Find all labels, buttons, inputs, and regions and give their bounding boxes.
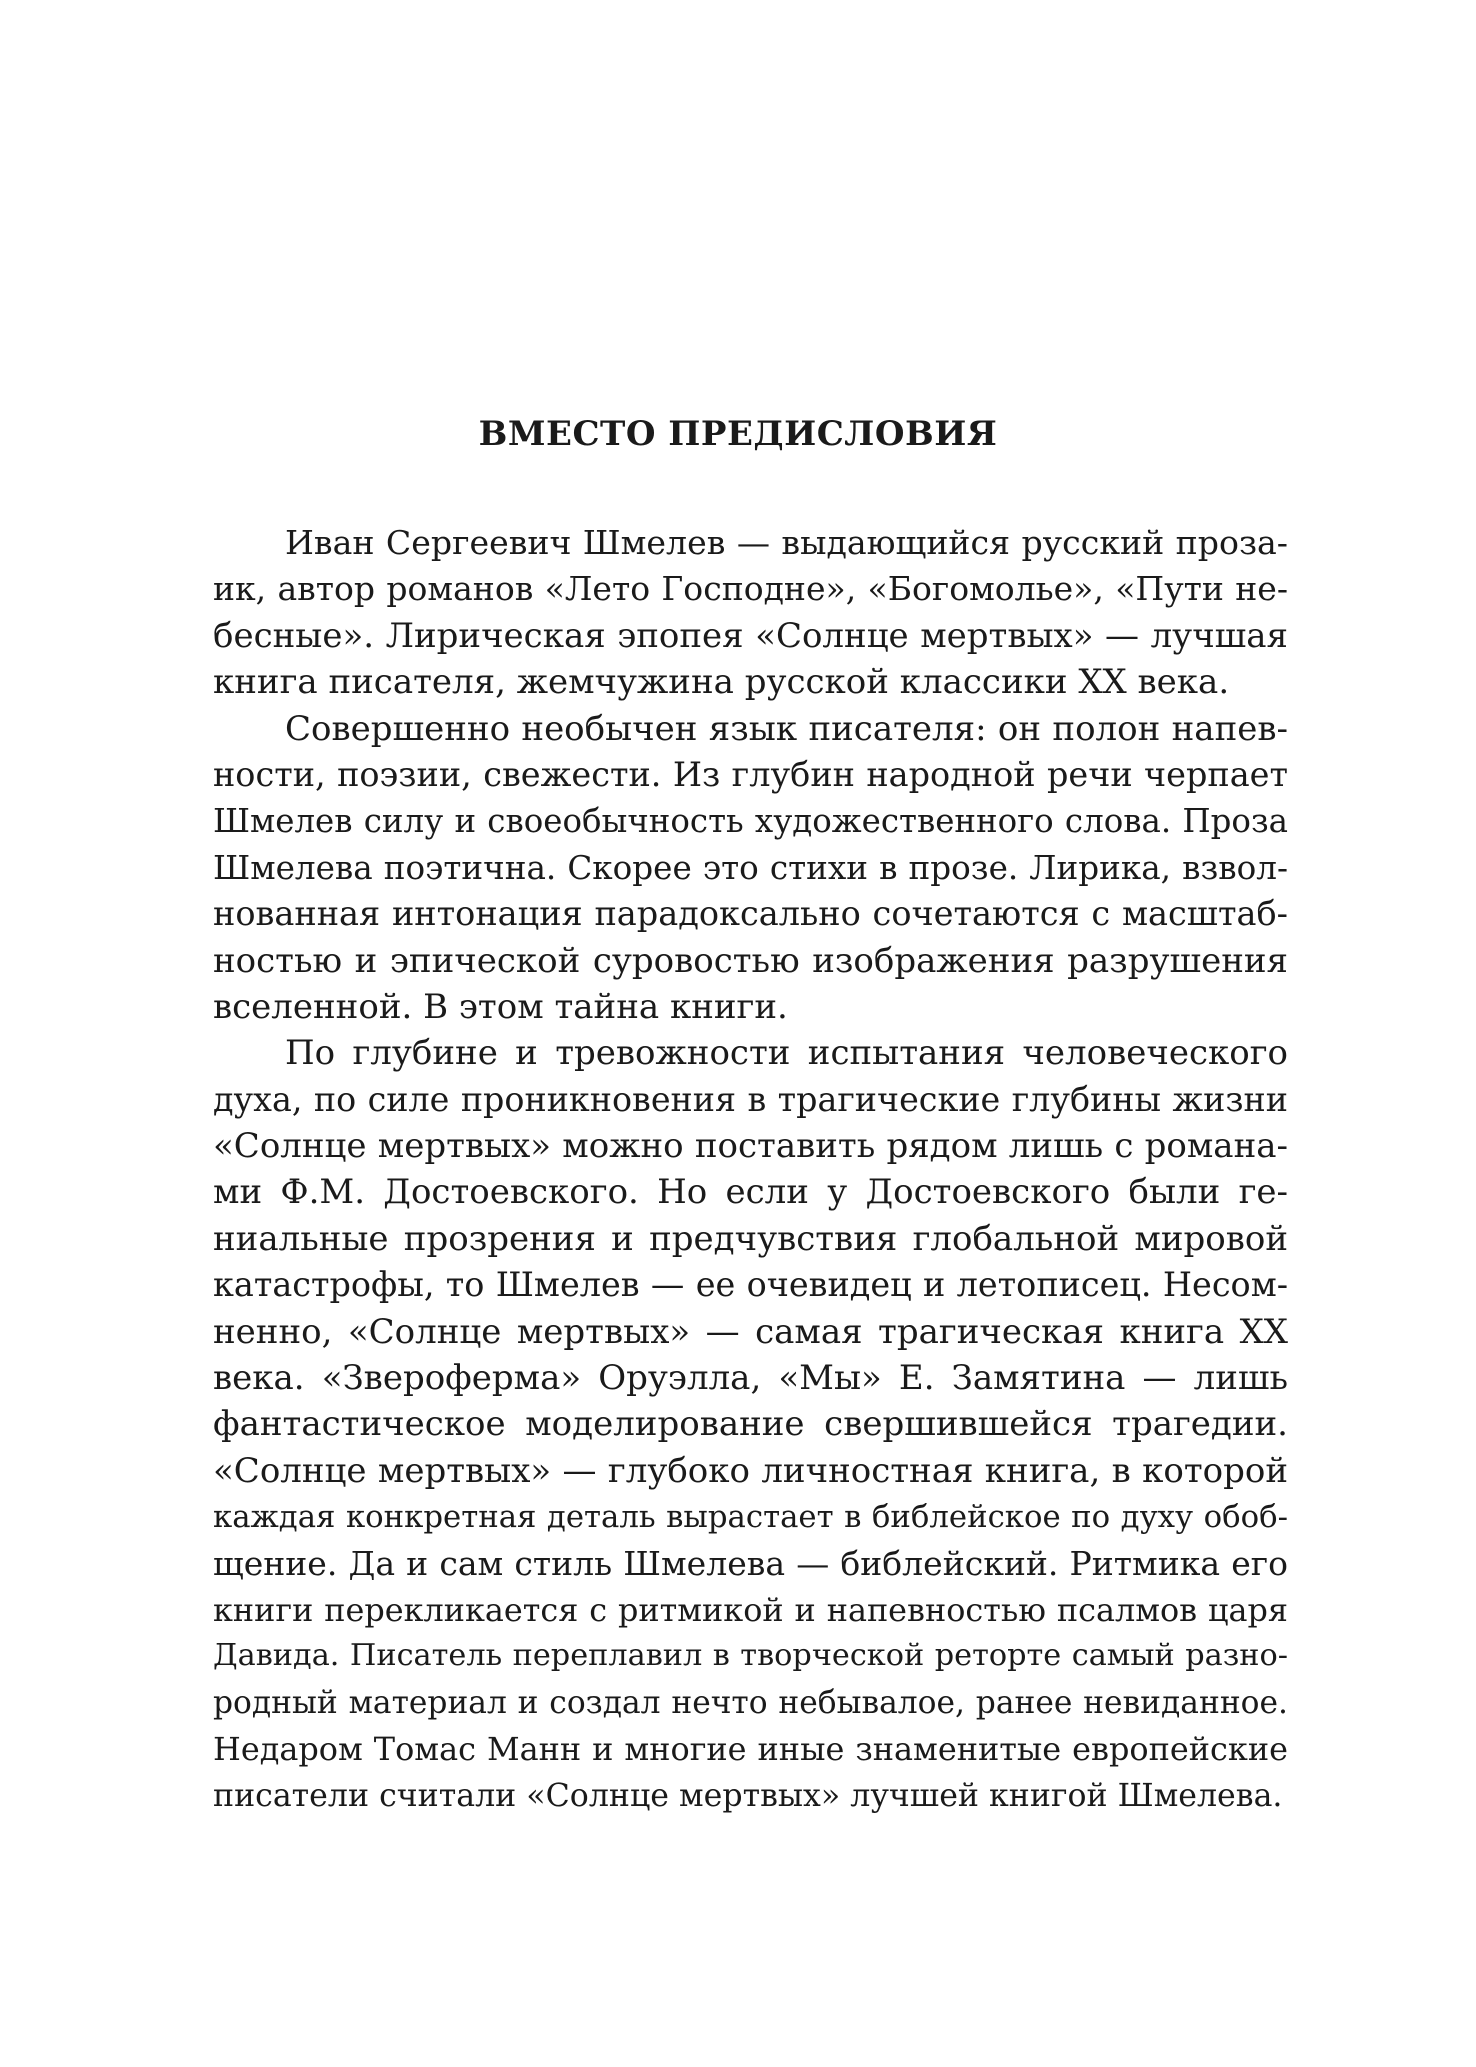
text-line: вселенной. В этом тайна книги. xyxy=(213,986,788,1027)
text-line: Недаром Томас Манн и многие иные знаменитые европейские xyxy=(213,1730,1288,1769)
text-line: «Солнце мертвых» можно поставить рядом лишь с романа- xyxy=(213,1126,1288,1167)
page-title: ВМЕСТО ПРЕДИСЛОВИЯ xyxy=(478,414,998,454)
text-line: ик, автор романов «Лето Господне», «Богомолье», «Пути не- xyxy=(213,569,1288,609)
text-line: Шмелева поэтична. Скорее это стихи в прозе. Лирика, взвол- xyxy=(213,848,1288,887)
text-line: ми Ф.М. Достоевского. Но если у Достоевского были ге- xyxy=(213,1172,1288,1213)
text-line: писатели считали «Солнце мертвых» лучшей книгой Шмелева. xyxy=(213,1777,1283,1814)
text-line: родный материал и создал нечто небывалое, ранее невиданное. xyxy=(213,1684,1288,1721)
text-line: фантастическое моделирование свершившейся трагедии. xyxy=(213,1404,1288,1445)
text-line: каждая конкретная деталь вырастает в библейское по духу обоб- xyxy=(213,1499,1288,1536)
text-line: щение. Да и сам стиль Шмелева — библейский. Ритмика его xyxy=(213,1543,1288,1583)
body-text xyxy=(213,520,1288,1819)
paragraph-3 xyxy=(213,1030,1288,1819)
text-line: Иван Сергеевич Шмелев — выдающийся русский проза- xyxy=(285,523,1288,562)
text-line: духа, по силе проникновения в трагические глубины жизни xyxy=(213,1079,1288,1119)
text-line: бесные». Лирическая эпопея «Солнце мертвых» — лучшая xyxy=(213,615,1288,656)
text-line: Совершенно необычен язык писателя: он полон напев- xyxy=(285,708,1288,749)
text-line: «Солнце мертвых» — глубоко личностная книга, в которой xyxy=(213,1450,1288,1491)
text-line: ниальные прозрения и предчувствия глобальной мировой xyxy=(213,1218,1288,1259)
text-line: катастрофы, то Шмелев — ее очевидец и летописец. Несом- xyxy=(213,1265,1288,1305)
paragraph-1 xyxy=(213,520,1288,706)
paragraph-2 xyxy=(213,706,1288,1031)
text-line: ненно, «Солнце мертвых» — самая трагическая книга XX xyxy=(213,1311,1288,1352)
text-line: Давида. Писатель переплавил в творческой реторте самый разно- xyxy=(213,1638,1288,1674)
text-line: нованная интонация парадоксально сочетаются с масштаб- xyxy=(213,894,1288,934)
text-line: По глубине и тревожности испытания человеческого xyxy=(285,1033,1288,1074)
text-line: ности, поэзии, свежести. Из глубин народной речи черпает xyxy=(213,754,1288,794)
text-line: книга писателя, жемчужина русской классики XX века. xyxy=(213,662,1230,703)
text-line: века. «Звероферма» Оруэлла, «Мы» Е. Замятина — лишь xyxy=(213,1358,1288,1399)
text-line: Шмелев силу и своеобычность художественного слова. Проза xyxy=(213,802,1288,841)
text-line: ностью и эпической суровостью изображения разрушения xyxy=(213,940,1288,981)
text-line: книги перекликается с ритмикой и напевностью псалмов царя xyxy=(213,1590,1288,1629)
